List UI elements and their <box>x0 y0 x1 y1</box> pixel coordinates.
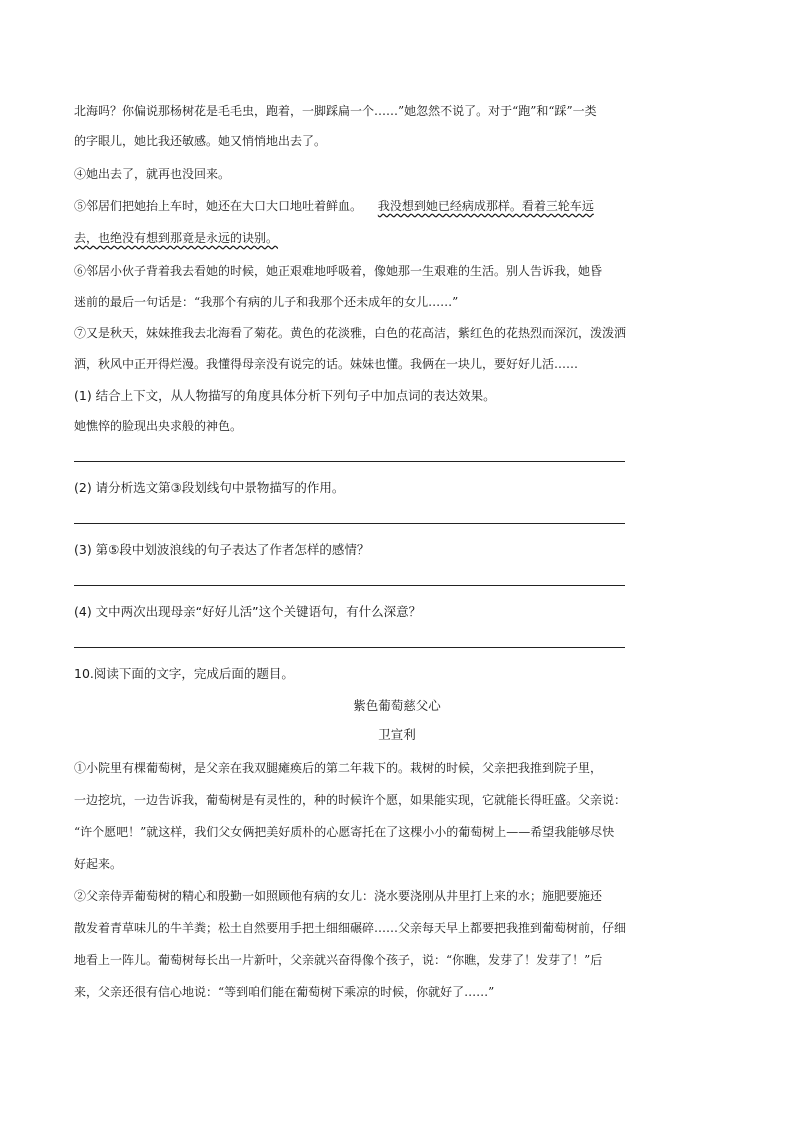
article-paragraph-1-line: 一边挖坑，一边告诉我，葡萄树是有灵性的，种的时候许个愿，如果能实现，它就能长得旺盛。父亲说： <box>74 793 627 807</box>
answer-line-1 <box>74 461 625 462</box>
paragraph-5 <box>74 198 720 214</box>
answer-line-3 <box>74 585 625 586</box>
paragraph-5-continued <box>74 230 720 246</box>
article-paragraph-1-line: “许个愿吧！”就这样，我们父女俩把美好质朴的心愿寄托在了这棵小小的葡萄树上——希望我能够尽快 <box>74 825 615 839</box>
passage-line: 的字眼儿，她比我还敏感。她又悄悄地出去了。 <box>74 134 327 148</box>
question-1: (1) 结合上下文，从人物描写的角度具体分析下列句子中加点词的表达效果。 <box>74 388 496 403</box>
question-2: (2) 请分析选文第③段划线句中景物描写的作用。 <box>74 480 345 495</box>
article-paragraph-1-line: 好起来。 <box>74 857 123 871</box>
article-paragraph-1: ①小院里有棵葡萄树，是父亲在我双腿瘫痪后的第二年栽下的。栽树的时候，父亲把我推到院子里， <box>74 761 603 775</box>
article-paragraph-2-line: 来，父亲还很有信心地说：“等到咱们能在葡萄树下乘凉的时候，你就好了……” <box>74 985 495 999</box>
question-4: (4) 文中两次出现母亲“好好儿活”这个关键语句，有什么深意？ <box>74 604 422 619</box>
article-paragraph-2: ②父亲侍弄葡萄树的精心和殷勤一如照顾他有病的女儿：浇水要浇刚从井里打上来的水；施肥要施还 <box>74 889 603 903</box>
question-3: (3) 第⑤段中划波浪线的句子表达了作者怎样的感情？ <box>74 542 370 557</box>
answer-line-2 <box>74 523 625 524</box>
wavy-underlined-sentence-end: 去，也绝没有想到那竟是永远的诀别。 <box>74 231 279 245</box>
article-paragraph-2-line: 地看上一阵儿。葡萄树每长出一片新叶，父亲就兴奋得像个孩子，说：“你瞧，发芽了！发芽了！”后 <box>74 953 603 967</box>
paragraph-4: ④她出去了，就再也没回来。 <box>74 167 231 181</box>
question-10-instruction: 10.阅读下面的文字，完成后面的题目。 <box>74 666 294 681</box>
article-author: 卫宣利 <box>378 727 416 742</box>
paragraph-7-continued: 洒，秋风中正开得烂漫。我懂得母亲没有说完的话。妹妹也懂。我俩在一块儿，要好好儿活…… <box>74 357 579 371</box>
paragraph-6-continued: 迷前的最后一句话是：“我那个有病的儿子和我那个还未成年的女儿……” <box>74 295 459 309</box>
article-paragraph-2-line: 散发着青草味儿的牛羊粪；松土自然要用手把土细细碾碎……父亲每天早上都要把我推到葡萄树前，仔细 <box>74 921 627 935</box>
article-title: 紫色葡萄慈父心 <box>353 698 441 713</box>
answer-line-4 <box>74 647 625 648</box>
question-1-sentence: 她憔悴的脸现出央求般的神色。 <box>74 419 243 433</box>
wavy-underlined-sentence: 我没想到她已经病成那样。看着三轮车远 <box>377 199 594 213</box>
passage-line: 北海吗？你偏说那杨树花是毛毛虫，跑着，一脚踩扁一个……”她忽然不说了。对于“跑”和“踩”一类 <box>74 104 597 118</box>
paragraph-5-text: ⑤邻居们把她抬上车时，她还在大口大口地吐着鲜血。 <box>74 199 363 213</box>
paragraph-7: ⑦又是秋天，妹妹推我去北海看了菊花。黄色的花淡雅，白色的花高洁，紫红色的花热烈而深沉，泼泼洒 <box>74 326 627 340</box>
paragraph-6: ⑥邻居小伙子背着我去看她的时候，她正艰难地呼吸着，像她那一生艰难的生活。别人告诉我，她昏 <box>74 264 603 278</box>
